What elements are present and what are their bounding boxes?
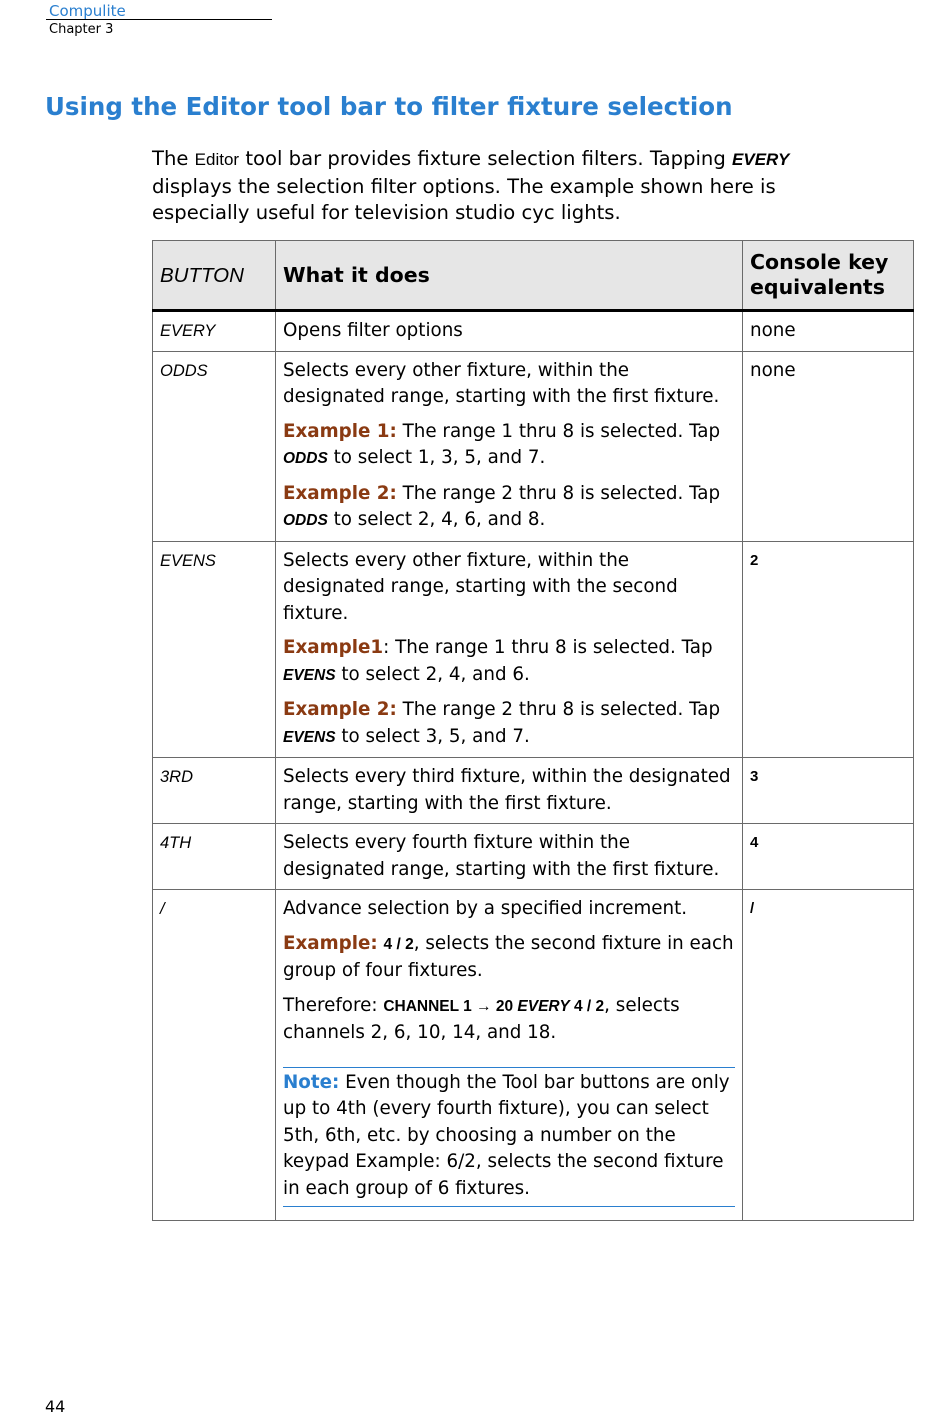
arrow-right-icon: →: [476, 997, 492, 1015]
intro-text-1: The: [152, 147, 195, 170]
slash-description: Advance selection by a specified increment.: [283, 898, 688, 919]
header-chapter: Chapter 3: [49, 22, 114, 37]
odds-example-2: [283, 481, 735, 535]
desc-odds: [276, 351, 743, 541]
page-number: 44: [45, 1397, 66, 1416]
slash-therefore-label: Therefore:: [283, 994, 384, 1016]
button-odds: ODDS: [153, 351, 276, 541]
slash-seq-channel: CHANNEL 1: [383, 997, 477, 1015]
odds-example-1-keyword: ODDS: [283, 450, 328, 467]
evens-example-2: [283, 697, 735, 751]
row-4th: [153, 824, 914, 890]
odds-example-1-label: Example 1:: [283, 420, 397, 442]
key-every: none: [743, 311, 914, 352]
intro-every-term: EVERY: [732, 150, 790, 169]
odds-example-2-text: The range 2 thru 8 is selected. Tap: [396, 482, 721, 504]
header-brand: Compulite: [49, 2, 126, 20]
table-header-row: [153, 241, 914, 311]
slash-seq-tail: , selects channels 2, 6, 10, 14, and 18.: [283, 994, 680, 1043]
key-slash: /: [743, 890, 914, 1221]
odds-example-1: [283, 419, 735, 473]
slash-example-tail: , selects the second fixture in each group of four fixtures.: [283, 932, 734, 981]
button-3rd: 3RD: [153, 758, 276, 824]
evens-example-2-text: The range 2 thru 8 is selected. Tap: [396, 699, 721, 720]
desc-evens: [276, 541, 743, 758]
row-slash: [153, 890, 914, 1221]
evens-example-1-tail: to select 2, 4, and 6.: [335, 663, 530, 685]
slash-seq-keys: 4 / 2: [569, 997, 605, 1015]
evens-example-2-label: Example 2:: [283, 699, 397, 720]
intro-paragraph: [152, 146, 872, 227]
odds-example-2-tail: to select 2, 4, 6, and 8.: [327, 509, 546, 530]
button-4th: 4TH: [153, 824, 276, 890]
slash-seq-20: 20: [491, 997, 518, 1015]
note-label: Note:: [283, 1071, 340, 1093]
evens-example-2-keyword: EVENS: [283, 728, 336, 746]
button-evens: EVENS: [153, 541, 276, 758]
intro-text-3: displays the selection filter options. The example shown here is especially useful for television studio cyc lights.: [152, 174, 776, 224]
filter-table: [152, 240, 914, 1221]
desc-4th: Selects every fourth fixture within the designated range, starting with the first fixture.: [276, 824, 743, 890]
evens-example-2-tail: to select 3, 5, and 7.: [335, 725, 530, 747]
header-console-keys: Console key equivalents: [743, 241, 914, 311]
desc-slash: [276, 890, 743, 1221]
slash-seq-every: EVERY: [517, 997, 570, 1015]
key-odds: none: [743, 351, 914, 541]
odds-example-2-keyword: ODDS: [283, 512, 328, 529]
row-3rd: [153, 758, 914, 824]
key-evens: 2: [743, 541, 914, 758]
intro-text-2: tool bar provides fixture selection filters. Tapping: [239, 147, 733, 170]
evens-example-1-keyword: EVENS: [283, 666, 336, 684]
slash-example-keys: 4 / 2: [383, 935, 414, 953]
slash-example-label: Example:: [283, 932, 378, 954]
note-text: Even though the Tool bar buttons are only up to 4th (every fourth fixture), you can select 5th, 6th, etc. by choosing a number on the keypad Example: 6/2, selects the second fixture in each group of 6 fixtures.: [283, 1071, 730, 1199]
key-3rd: 3: [743, 758, 914, 824]
key-4th: 4: [743, 824, 914, 890]
row-every: [153, 311, 914, 352]
slash-example: [283, 931, 735, 985]
evens-example-1: [283, 635, 735, 689]
evens-example-1-text: : The range 1 thru 8 is selected. Tap: [383, 637, 713, 658]
section-title: Using the Editor tool bar to filter fixture selection: [45, 92, 733, 121]
odds-example-1-text: The range 1 thru 8 is selected. Tap: [396, 420, 721, 442]
odds-description: Selects every other fixture, within the designated range, starting with the first fixture.: [283, 359, 720, 407]
row-odds: [153, 351, 914, 541]
evens-description: Selects every other fixture, within the designated range, starting with the second fixture.: [283, 549, 678, 624]
note-box: [283, 1067, 735, 1208]
odds-example-1-tail: to select 1, 3, 5, and 7.: [327, 447, 546, 468]
row-evens: [153, 541, 914, 758]
slash-therefore: [283, 993, 735, 1047]
desc-3rd: Selects every third fixture, within the designated range, starting with the first fixture.: [276, 758, 743, 824]
intro-editor-term: Editor: [194, 150, 240, 169]
button-slash: /: [153, 890, 276, 1221]
header-button: BUTTON: [153, 241, 276, 311]
odds-example-2-label: Example 2:: [283, 482, 397, 504]
button-every: EVERY: [153, 311, 276, 352]
header-rule: [46, 19, 272, 20]
evens-example-1-label: Example1: [283, 637, 384, 658]
desc-every: Opens filter options: [276, 311, 743, 352]
header-what-it-does: What it does: [276, 241, 743, 311]
